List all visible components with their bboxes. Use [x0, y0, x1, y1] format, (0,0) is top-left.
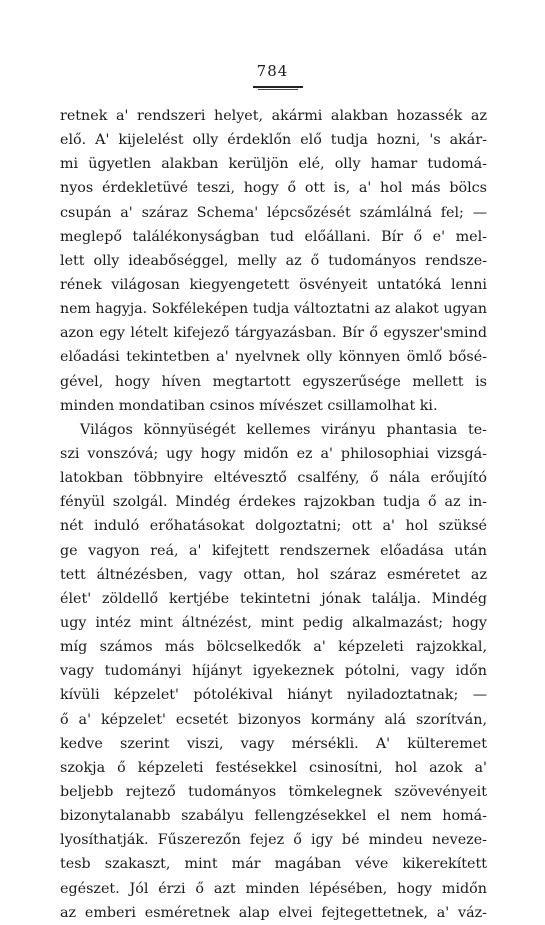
text-line: míg számos más bölcselkedők a' képzeleti rajzokkal,	[60, 639, 487, 656]
body-text	[60, 104, 487, 925]
paragraph-1	[60, 104, 487, 418]
text-line: nyos érdekletüvé teszi, hogy ő ott is, a' hol más bölcs	[60, 180, 487, 197]
text-line: tesb szakaszt, mint már magában véve kikerekített	[60, 856, 487, 873]
text-line: kedve szerint viszi, vagy mérsékli. A' külteremet	[60, 735, 487, 752]
text-line: az emberi esméretnek alap elvei fejtegettetnek, a' váz-	[60, 904, 487, 921]
text-line: előadási tekintetben a' nyelvnek olly könnyen ömlő bősé-	[60, 349, 487, 366]
text-line: bizonytalanabb szabályu fellengzésekkel el nem homá-	[60, 808, 487, 825]
text-line: fényül szolgál. Mindég érdekes rajzokban tudja ő az in-	[60, 494, 487, 511]
text-line: elő. A' kijelelést olly érdeklőn elő tudja hozni, 's akár-	[60, 132, 487, 149]
page-number: 784	[256, 62, 289, 80]
text-line: mi ügyetlen alakban kerüljön elé, olly hamar tudomá-	[60, 156, 487, 173]
text-line: minden mondatiban csinos mívészet csillamolhat ki.	[60, 397, 438, 414]
text-line: azon egy lételt kifejező tárgyazásban. Bír ő egyszer'smind	[60, 325, 487, 342]
text-line: rének világosan kiegyengetett ösvényeit untatóká lenni	[60, 276, 487, 293]
text-line: retnek a' rendszeri helyet, akármi alakban hozassék az	[60, 108, 487, 124]
text-line: nét induló erőhatásokat dolgoztatni; ott a' hol szüksé	[60, 518, 487, 535]
text-line: meglepő találékonyságban tud előállani. Bír ő e' mel-	[60, 228, 487, 245]
text-line: szokja ő képzeleti festésekkel csinosítni, hol azok a'	[60, 759, 487, 776]
text-line: gével, hogy híven megtartott egyszerűsége mellett is	[60, 373, 487, 390]
text-line: Világos könnyüségét kellemes virányu phantasia te-	[80, 421, 487, 438]
text-line: ugy intéz mint áltnézést, mint pedig alkalmazást; hogy	[60, 614, 487, 631]
text-line: szi vonszóvá; ugy hogy midőn ez a' philosophiai vizsgá-	[60, 445, 487, 462]
text-line: vagy tudományi híjányt igyekeznek pótolni, vagy időn	[60, 663, 487, 680]
paragraph-2	[60, 418, 487, 925]
text-line: tett áltnézésben, vagy ottan, hol száraz esméretet az	[60, 566, 487, 583]
text-line: latokban többnyire eltévesztő csalfény, ő nála erőujító	[60, 470, 487, 487]
text-line: nem hagyja. Sokféleképen tudja változtatni az alakot ugyan	[60, 301, 487, 318]
text-line: beljebb rejtező tudományos tömkelegnek szövevényeit	[60, 783, 487, 800]
text-line: ő a' képzelet' ecsetét bizonyos kormány alá szorítván,	[60, 711, 487, 728]
text-line: lyosíthatják. Fűszerezőn fejez ő igy bé mindeu neveze-	[60, 832, 487, 849]
text-line: csupán a' száraz Schema' lépcsőzését számlálná fel; —	[60, 204, 487, 221]
text-line: élet' zöldellő kertjébe tekintetni jónak találja. Mindég	[60, 590, 487, 607]
text-line: kívüli képzelet' pótolékival hiányt nyiladoztatnak; —	[60, 687, 487, 704]
text-line: lett olly ideabőséggel, melly az ő tudományos rendsze-	[60, 252, 487, 269]
text-line: egészet. Jól érzi ő azt minden lépésében, hogy midőn	[60, 880, 487, 897]
header-rule	[253, 86, 303, 88]
text-line: ge vagyon reá, a' kifejtett rendszernek előadása után	[60, 542, 487, 559]
header-rule-thin	[258, 89, 298, 90]
